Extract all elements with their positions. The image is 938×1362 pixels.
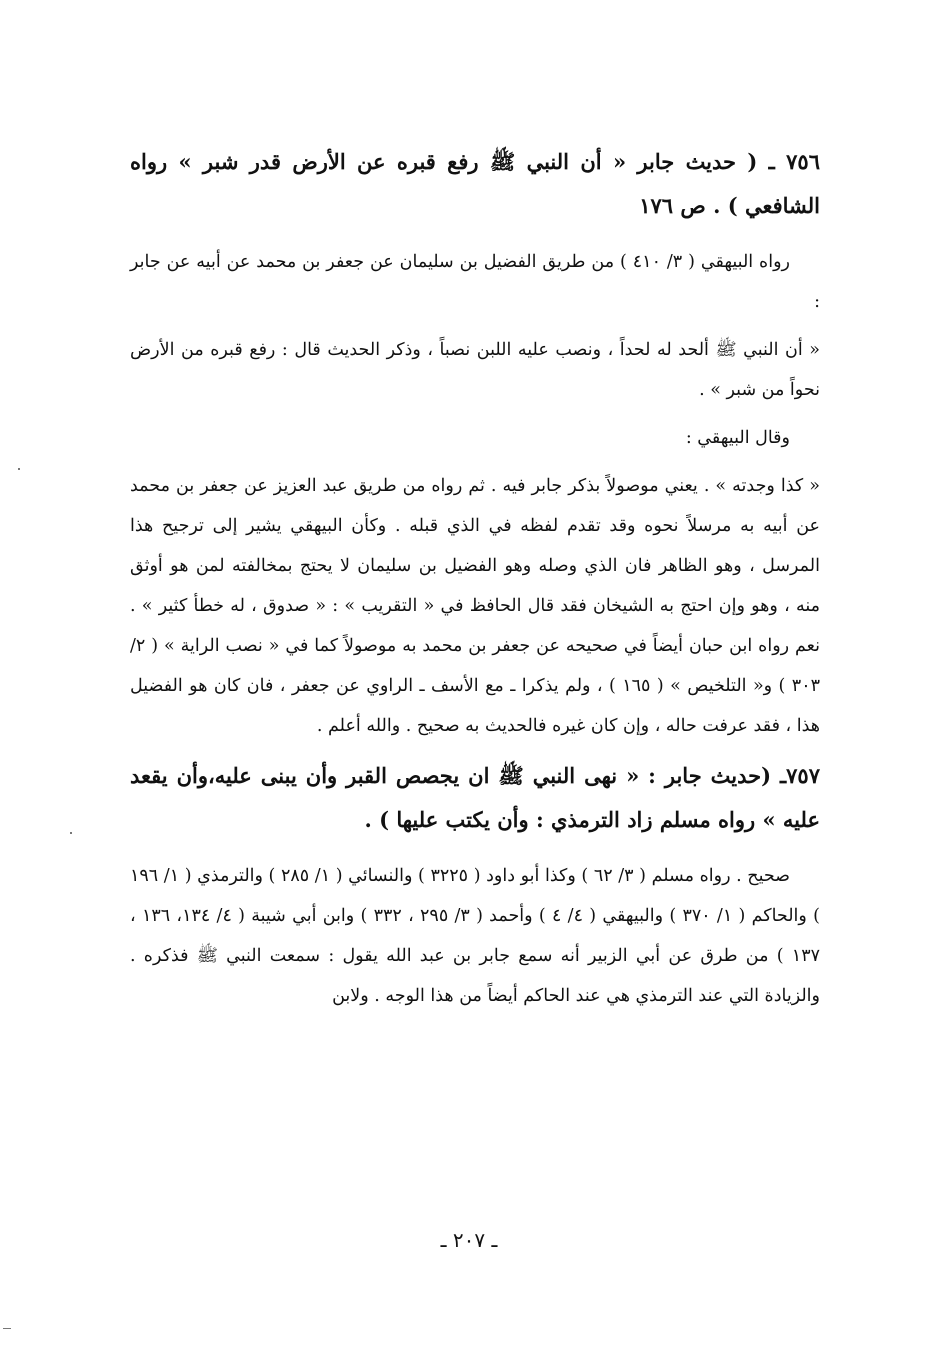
scan-speck <box>70 832 72 834</box>
page-body <box>130 140 820 1024</box>
scan-speck <box>18 468 20 470</box>
commentary-paragraph: وقال البيهقي : <box>685 428 790 448</box>
quoted-narration: « أن النبي ﷺ ألحد له لحداً ، ونصب عليه اللبن نصباً ، وذكر الحديث قال : رفع قبره من الأرض نحواً من شبر » . <box>130 340 820 400</box>
page-number: ـ ٢٠٧ ـ <box>440 1228 498 1252</box>
scan-speck <box>3 1328 11 1329</box>
commentary-paragraph: « كذا وجدته » . يعني موصولاً بذكر جابر فيه . ثم رواه من طريق عبد العزيز عن جعفر بن محمد عن أبيه به مرسلاً نحوه وقد تقدم لفظه في الذي قبله . وكأن البيهقي يشير إلى ترجيح هذا المرسل ، وهو الظاهر فان الذي وصله وهو الفضيل بن سليمان لا يحتج بمخالفته لمن هو أوثق منه ، وهو وإن احتج به الشيخان فقد قال الحافظ في « التقريب » : « صدوق ، له خطأ كثير » . نعم رواه ابن حبان أيضاً في صحيحه عن جعفر بن محمد به موصولاً كما في « نصب الراية » ( ٢/ ٣٠٣ ) و« التلخيص » ( ١٦٥ ) ، ولم يذكرا ـ مع الأسف ـ الراوي عن جعفر ، فان كان هو الفضيل هذا ، فقد عرفت حاله ، وإن كان غيره فالحديث به صحيح . والله أعلم . <box>130 476 820 736</box>
commentary-paragraph: رواه البيهقي ( ٣/ ٤١٠ ) من طريق الفضيل بن سليمان عن جعفر بن محمد عن أبيه عن جابر : <box>130 252 820 312</box>
hadith-757-heading: ٧٥٧ـ (حديث جابر : « نهى النبي ﷺ ان يجصص القبر وأن يبنى عليه،وأن يقعد عليه » رواه مسلم زاد الترمذي : وأن يكتب عليها ) . <box>130 763 820 832</box>
hadith-756-heading: ٧٥٦ ـ ( حديث جابر « أن النبي ﷺ رفع قبره عن الأرض قدر شبر » رواه الشافعي ) . ص ١٧٦ <box>130 149 820 218</box>
commentary-paragraph: صحيح . رواه مسلم ( ٣/ ٦٢ ) وكذا أبو داود ( ٣٢٢٥ ) والنسائي ( ١/ ٢٨٥ ) والترمذي ( ١/ ١٩٦ ) والحاكم ( ١/ ٣٧٠ ) والبيهقي ( ٤/ ٤ ) وأحمد ( ٣/ ٢٩٥ ، ٣٣٢ ) وابن أبي شيبة ( ٤/ ١٣٤، ١٣٦ ، ١٣٧ ) من طرق عن أبي الزبير أنه سمع جابر بن عبد الله يقول : سمعت النبي ﷺ فذكره . والزيادة التي عند الترمذي هي عند الحاكم أيضاً من هذا الوجه . ولابن <box>130 866 820 1006</box>
